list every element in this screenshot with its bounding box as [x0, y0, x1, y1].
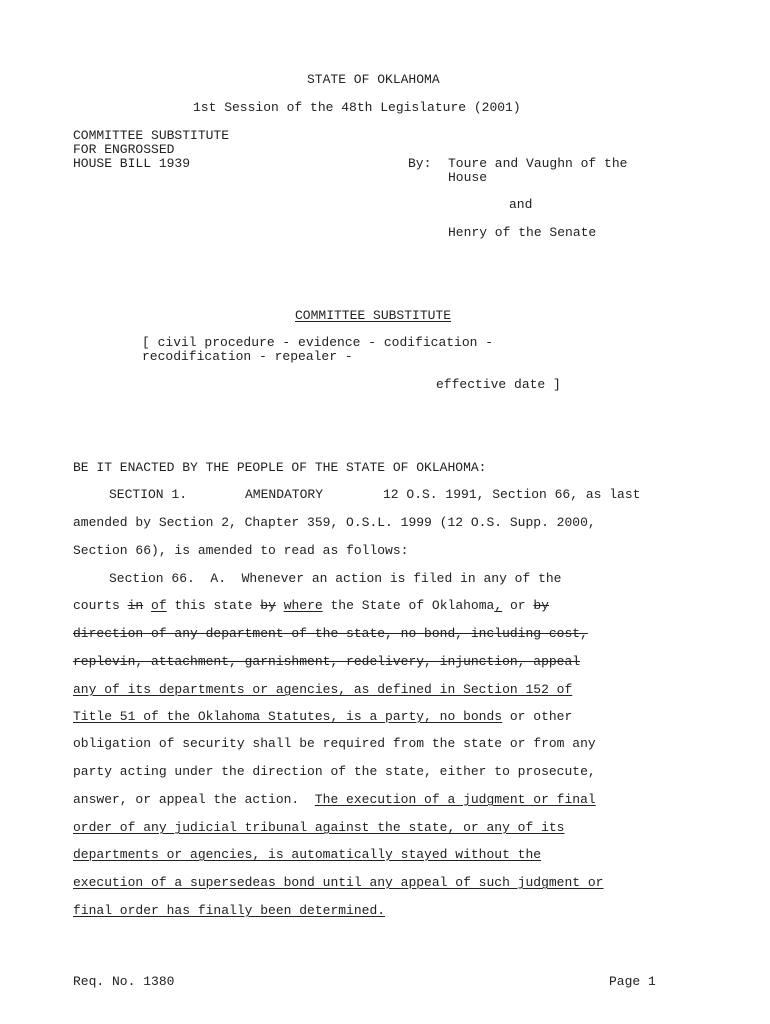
body-line-8: party acting under the direction of the state, either to prosecute, — [73, 764, 596, 779]
body-text: this state — [166, 598, 261, 613]
section-citation-line-2: amended by Section 2, Chapter 359, O.S.L. 1999 (12 O.S. Supp. 2000, — [73, 515, 596, 530]
body-line-13-inserted: final order has finally been determined. — [73, 903, 386, 918]
body-line-10-inserted: order of any judicial tribunal against the state, or any of its — [73, 820, 565, 835]
body-line-5-inserted: any of its departments or agencies, as defined in Section 152 of — [73, 682, 573, 697]
body-line-6-inserted: Title 51 of the Oklahoma Statutes, is a party, no bonds — [73, 709, 503, 724]
request-number: Req. No. 1380 — [73, 974, 175, 989]
session-heading: 1st Session of the 48th Legislature (2001) — [193, 100, 521, 115]
struck-text: by — [260, 598, 276, 613]
body-line-2 — [73, 599, 549, 613]
body-line-7: obligation of security shall be required from the state or from any — [73, 736, 596, 751]
body-text — [276, 598, 284, 613]
section-label: SECTION 1. — [109, 487, 188, 502]
body-line-11-inserted: departments or agencies, is automatically stayed without the — [73, 847, 542, 862]
authors-and: and — [509, 197, 533, 212]
bill-line-2: FOR ENGROSSED — [73, 142, 175, 157]
section-type: AMENDATORY — [245, 487, 324, 502]
inserted-text: where — [283, 598, 323, 613]
title-line-3: effective date ] — [436, 377, 561, 392]
title-line-2: recodification - repealer - — [142, 349, 353, 364]
body-line-9-inserted: The execution of a judgment or final — [314, 792, 596, 807]
body-text: courts — [73, 598, 128, 613]
section-citation: 12 O.S. 1991, Section 66, as last — [383, 487, 641, 502]
state-heading: STATE OF OKLAHOMA — [307, 72, 440, 87]
by-label: By: — [408, 156, 432, 171]
body-line-6-rest: or other — [502, 709, 573, 724]
body-line-9 — [73, 793, 596, 807]
body-text — [143, 598, 151, 613]
body-line-12-inserted: execution of a supersedeas bond until any appeal of such judgment or — [73, 875, 604, 890]
body-line-4-struck: replevin, attachment, garnishment, redelivery, injunction, appeal — [73, 654, 581, 669]
house-authors-cont: House — [448, 170, 488, 185]
senate-author: Henry of the Senate — [448, 225, 597, 240]
body-line-3-struck: direction of any department of the state, no bond, including cost, — [73, 626, 588, 641]
body-line-6 — [73, 710, 572, 724]
bill-number: HOUSE BILL 1939 — [73, 156, 191, 171]
house-authors: Toure and Vaughn of the — [448, 156, 628, 171]
inserted-text: , — [494, 598, 503, 613]
page-number: Page 1 — [609, 974, 656, 989]
title-line-1: [ civil procedure - evidence - codification - — [142, 335, 494, 350]
inserted-text: of — [151, 598, 167, 613]
body-text: the State of Oklahoma — [322, 598, 495, 613]
body-line-1: Section 66. A. Whenever an action is filed in any of the — [109, 571, 562, 586]
section-citation-line-3: Section 66), is amended to read as follows: — [73, 543, 409, 558]
bill-line-1: COMMITTEE SUBSTITUTE — [73, 128, 230, 143]
struck-text: in — [127, 598, 144, 613]
enacting-clause: BE IT ENACTED BY THE PEOPLE OF THE STATE OF OKLAHOMA: — [73, 460, 487, 475]
body-line-9-plain: answer, or appeal the action. — [73, 792, 315, 807]
struck-text: by — [533, 598, 549, 613]
committee-substitute-heading: COMMITTEE SUBSTITUTE — [295, 308, 452, 323]
body-text: or — [502, 598, 534, 613]
